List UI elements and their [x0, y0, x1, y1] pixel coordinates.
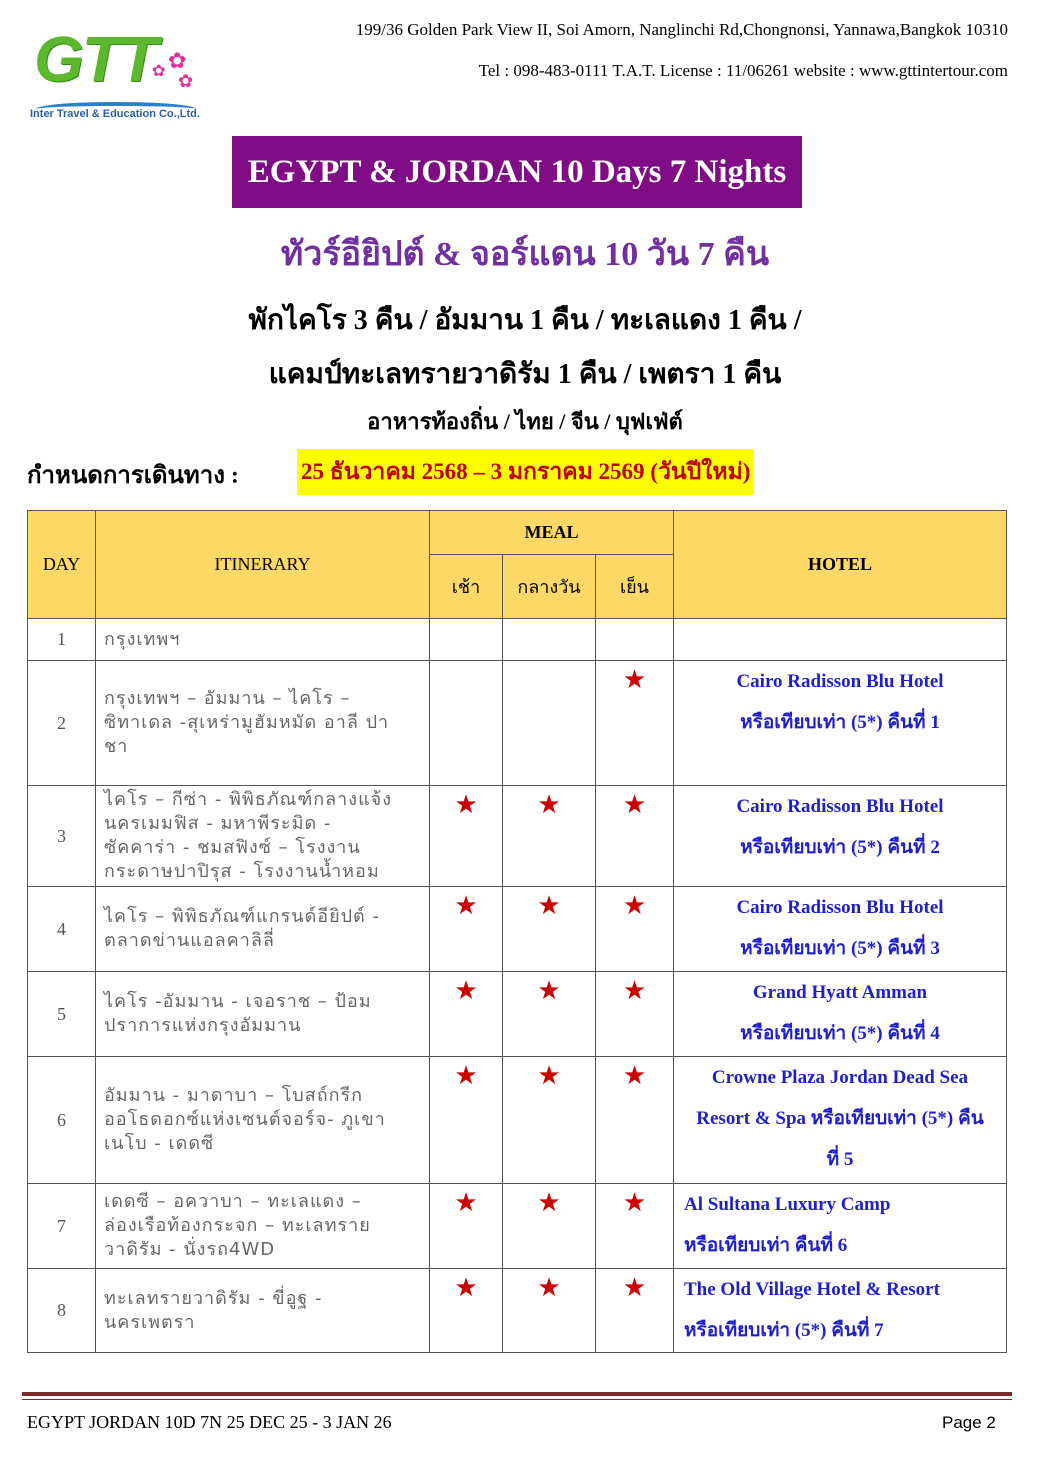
star-icon: ★: [622, 665, 647, 694]
table-row: [28, 619, 1007, 661]
hotel-note: Resort & Spa หรือเทียบเท่า (5*) คืน: [696, 1108, 984, 1129]
star-icon: ★: [454, 976, 478, 1005]
day-number: 1: [28, 619, 96, 661]
itinerary-table: [27, 510, 1007, 1353]
hotel-note: หรือเทียบเท่า (5*) คืนที่ 2: [740, 837, 940, 858]
hotel-cell: [674, 661, 1007, 786]
hotel-cell: [674, 972, 1007, 1057]
hotel-cell: [674, 1057, 1007, 1184]
lunch-cell: [503, 619, 596, 661]
itinerary-text: กรุงเทพฯ – อัมมาน – ไคโร – ซิทาเดล -สุเหร่ามูฮัมหมัด อาลี ปา ชา: [96, 661, 430, 786]
itinerary-text: กรุงเทพฯ: [96, 619, 430, 661]
dinner-cell: [596, 972, 674, 1057]
table-row: [28, 972, 1007, 1057]
hotel-name: Cairo Radisson Blu Hotel: [736, 671, 944, 692]
itinerary-text: ไคโร – กีซ่า - พิพิธภัณฑ์กลางแจ้ง นครเมมฟิส - มหาพีระมิด - ซัคคาร่า - ชมสฟิงซ์ – โรงงาน กระดาษปาปิรุส - โรงงานน้ำหอม: [96, 786, 430, 887]
logo-brand: GTT: [34, 23, 156, 95]
star-icon: ★: [454, 1061, 478, 1090]
breakfast-cell: [430, 887, 503, 972]
schedule-label: กำหนดการเดินทาง :: [27, 463, 239, 489]
lunch-cell: [503, 1057, 596, 1184]
star-icon: ★: [454, 891, 478, 920]
company-address: 199/36 Golden Park View II, Soi Amorn, Nanglinchi Rd,Chongnonsi, Yannawa,Bangkok 10310: [355, 20, 1008, 39]
tour-subtitle: ทัวร์อียิปต์ & จอร์แดน 10 วัน 7 คืน: [280, 236, 770, 273]
header-day: DAY: [28, 511, 96, 619]
star-icon: ★: [622, 891, 647, 920]
header-breakfast: เช้า: [430, 555, 503, 619]
dinner-cell: [596, 1057, 674, 1184]
company-contact: Tel : 098-483-0111 T.A.T. License : 11/06261 website : www.gttintertour.com: [478, 61, 1008, 80]
hotel-name: Crowne Plaza Jordan Dead Sea: [711, 1067, 969, 1088]
breakfast-cell: [430, 1184, 503, 1269]
table-row: [28, 887, 1007, 972]
itinerary-text: เดดซี – อควาบา – ทะเลแดง – ล่องเรือท้องกระจก – ทะเลทราย วาดิรัม - นั่งรถ4WD: [96, 1184, 430, 1269]
hotel-note: หรือเทียบเท่า คืนที่ 6: [684, 1235, 848, 1256]
company-logo: [30, 22, 205, 127]
day-number: 3: [28, 786, 96, 887]
star-icon: ★: [537, 1061, 561, 1090]
dinner-cell: [596, 661, 674, 786]
star-icon: ★: [622, 790, 647, 819]
flower-icon: ✿: [178, 71, 194, 91]
lunch-cell: [503, 972, 596, 1057]
star-icon: ★: [454, 1273, 478, 1302]
dinner-cell: [596, 786, 674, 887]
header-meal: MEAL: [430, 511, 674, 555]
breakfast-cell: [430, 619, 503, 661]
table-row: [28, 786, 1007, 887]
stay-summary-line-2: แคมป์ทะเลทรายวาดิรัม 1 คืน / เพตรา 1 คืน: [268, 359, 782, 390]
star-icon: ★: [537, 976, 561, 1005]
lunch-cell: [503, 661, 596, 786]
meals-summary: อาหารท้องถิ่น / ไทย / จีน / บุฟเฟ่ต์: [367, 409, 683, 434]
star-icon: ★: [537, 891, 561, 920]
hotel-name: Grand Hyatt Amman: [752, 982, 928, 1003]
star-icon: ★: [454, 790, 478, 819]
hotel-cell: [674, 1184, 1007, 1269]
star-icon: ★: [537, 1273, 561, 1302]
day-number: 4: [28, 887, 96, 972]
star-icon: ★: [622, 1273, 647, 1302]
header-dinner: เย็น: [596, 555, 674, 619]
tour-title: EGYPT & JORDAN 10 Days 7 Nights: [232, 136, 802, 208]
dinner-cell: [596, 619, 674, 661]
table-row: [28, 661, 1007, 786]
stay-summary-line-1: พักไคโร 3 คืน / อัมมาน 1 คืน / ทะเลแดง 1 คืน /: [248, 305, 802, 336]
hotel-note: หรือเทียบเท่า (5*) คืนที่ 1: [740, 712, 940, 733]
day-number: 2: [28, 661, 96, 786]
footer-tour-code: EGYPT JORDAN 10D 7N 25 DEC 25 - 3 JAN 26: [27, 1412, 392, 1432]
header-lunch: กลางวัน: [503, 555, 596, 619]
itinerary-text: ไคโร – พิพิธภัณฑ์แกรนด์อียิปต์ - ตลาดข่านแอลคาลิลี่: [96, 887, 430, 972]
day-number: 7: [28, 1184, 96, 1269]
hotel-cell: [674, 1269, 1007, 1353]
star-icon: ★: [622, 1188, 647, 1217]
hotel-note: หรือเทียบเท่า (5*) คืนที่ 4: [740, 1023, 940, 1044]
itinerary-text: ทะเลทรายวาดิรัม - ขี่อูฐ - นครเพตรา: [96, 1269, 430, 1353]
hotel-cell: [674, 786, 1007, 887]
day-number: 8: [28, 1269, 96, 1353]
breakfast-cell: [430, 1269, 503, 1353]
header-itinerary: ITINERARY: [96, 511, 430, 619]
footer-divider-thin: [22, 1399, 1012, 1400]
breakfast-cell: [430, 661, 503, 786]
itinerary-text: ไคโร -อัมมาน - เจอราช – ป้อม ปราการแห่งกรุงอัมมาน: [96, 972, 430, 1057]
hotel-name: Cairo Radisson Blu Hotel: [736, 897, 944, 918]
lunch-cell: [503, 887, 596, 972]
day-number: 6: [28, 1057, 96, 1184]
star-icon: ★: [622, 976, 647, 1005]
hotel-name: Al Sultana Luxury Camp: [684, 1194, 891, 1215]
footer-divider: [22, 1392, 1012, 1396]
dinner-cell: [596, 1269, 674, 1353]
breakfast-cell: [430, 1057, 503, 1184]
hotel-cell: [674, 619, 1007, 661]
hotel-cell: [674, 887, 1007, 972]
hotel-note: หรือเทียบเท่า (5*) คืนที่ 3: [740, 938, 940, 959]
header-hotel: HOTEL: [674, 511, 1007, 619]
lunch-cell: [503, 1269, 596, 1353]
logo-company-name: Inter Travel & Education Co.,Ltd.: [30, 108, 200, 120]
table-row: [28, 1057, 1007, 1184]
star-icon: ★: [537, 790, 561, 819]
lunch-cell: [503, 1184, 596, 1269]
hotel-name: Cairo Radisson Blu Hotel: [736, 796, 944, 817]
star-icon: ★: [622, 1061, 647, 1090]
star-icon: ★: [454, 1188, 478, 1217]
schedule-dates: 25 ธันวาคม 2568 – 3 มกราคม 2569 (วันปีใหม่): [297, 449, 754, 495]
hotel-note: หรือเทียบเท่า (5*) คืนที่ 7: [684, 1320, 884, 1341]
star-icon: ★: [537, 1188, 561, 1217]
page-number: Page 2: [942, 1413, 996, 1432]
day-number: 5: [28, 972, 96, 1057]
dinner-cell: [596, 887, 674, 972]
table-row: [28, 1184, 1007, 1269]
itinerary-text: อัมมาน - มาดาบา – โบสถ์กรีก ออโธดอกซ์แห่งเซนต์จอร์จ- ภูเขา เนโบ - เดดซี: [96, 1057, 430, 1184]
flower-icon: ✿: [168, 48, 187, 73]
lunch-cell: [503, 786, 596, 887]
dinner-cell: [596, 1184, 674, 1269]
flower-icon: ✿: [152, 63, 166, 80]
breakfast-cell: [430, 972, 503, 1057]
hotel-note-cont: ที่ 5: [826, 1149, 854, 1170]
hotel-name: The Old Village Hotel & Resort: [684, 1279, 940, 1300]
breakfast-cell: [430, 786, 503, 887]
table-row: [28, 1269, 1007, 1353]
